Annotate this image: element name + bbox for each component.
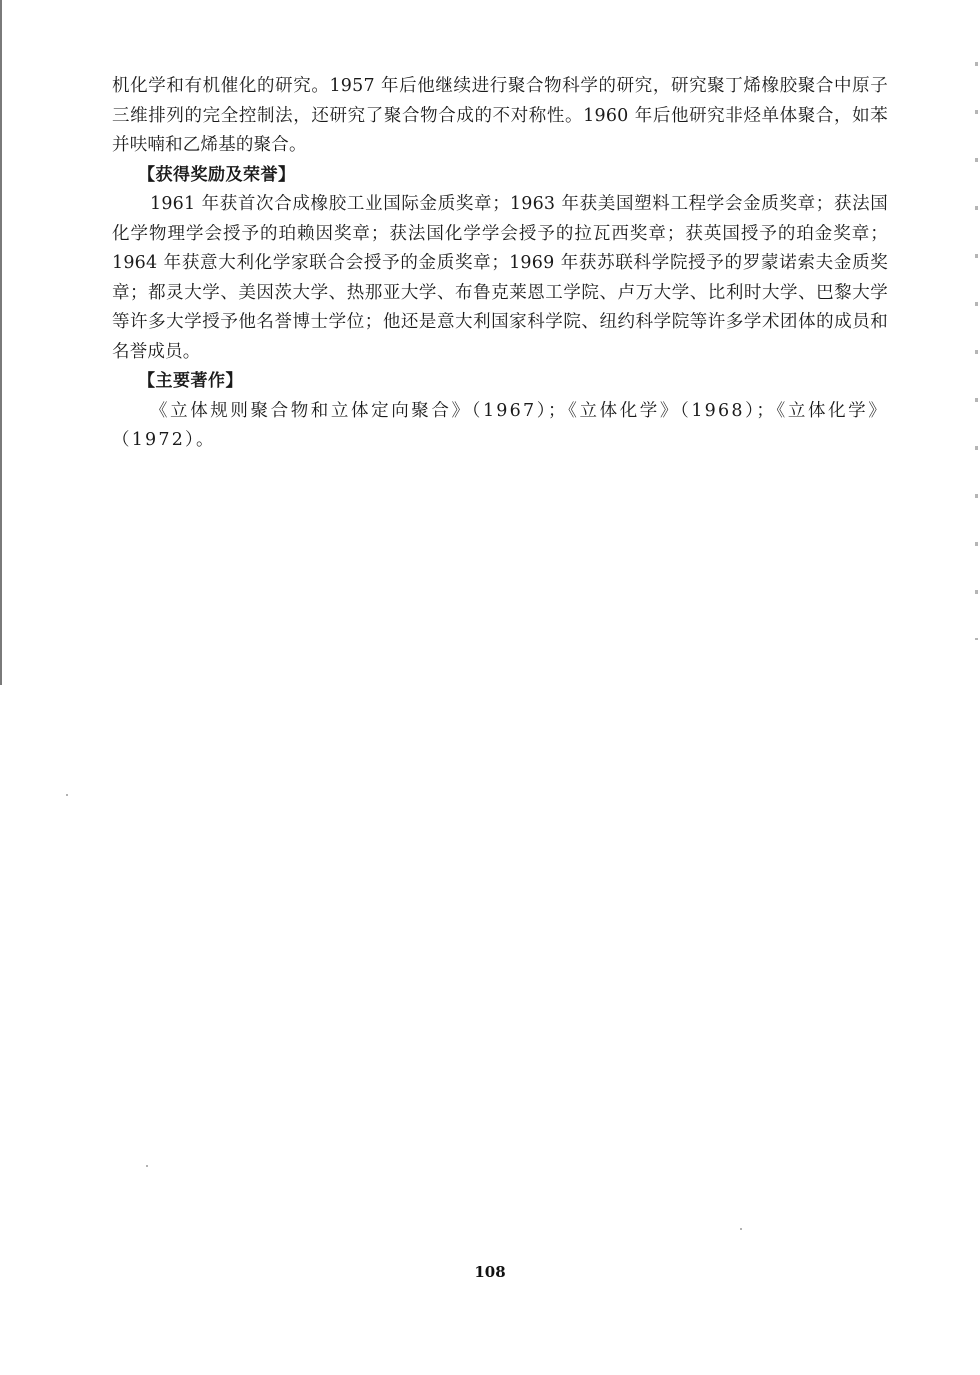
- page-number: 108: [474, 1263, 506, 1281]
- page-body: [112, 72, 888, 456]
- intro-paragraph: 机化学和有机催化的研究。1957 年后他继续进行聚合物科学的研究，研究聚丁烯橡胶聚合中原子三维排列的完全控制法，还研究了聚合物合成的不对称性。1960 年后他研究非烃单体聚合，如苯并呋喃和乙烯基的聚合。: [112, 76, 888, 155]
- works-paragraph: 《立体规则聚合物和立体定向聚合》（1967）；《立体化学》（1968）；《立体化学》（1972）。: [112, 400, 888, 450]
- scan-speck: [66, 794, 68, 796]
- scan-speck: [146, 1165, 148, 1167]
- works-heading: 【主要著作】: [138, 371, 243, 391]
- scan-right-edge-marks: [975, 40, 978, 640]
- scan-speck: [740, 1228, 742, 1230]
- awards-paragraph: 1961 年获首次合成橡胶工业国际金质奖章；1963 年获美国塑料工程学会金质奖章；获法国化学物理学会授予的珀赖因奖章；获法国化学学会授予的拉瓦西奖章；获英国授予的珀金奖章；1964 年获意大利化学家联合会授予的金质奖章；1969 年获苏联科学院授予的罗蒙诺索夫金质奖章；都灵大学、美因茨大学、热那亚大学、布鲁克莱恩工学院、卢万大学、比利时大学、巴黎大学等许多大学授予他名誉博士学位；他还是意大利国家科学院、纽约科学院等许多学术团体的成员和名誉成员。: [112, 194, 888, 362]
- awards-heading: 【获得奖励及荣誉】: [138, 164, 296, 185]
- scan-left-edge-line: [0, 0, 2, 685]
